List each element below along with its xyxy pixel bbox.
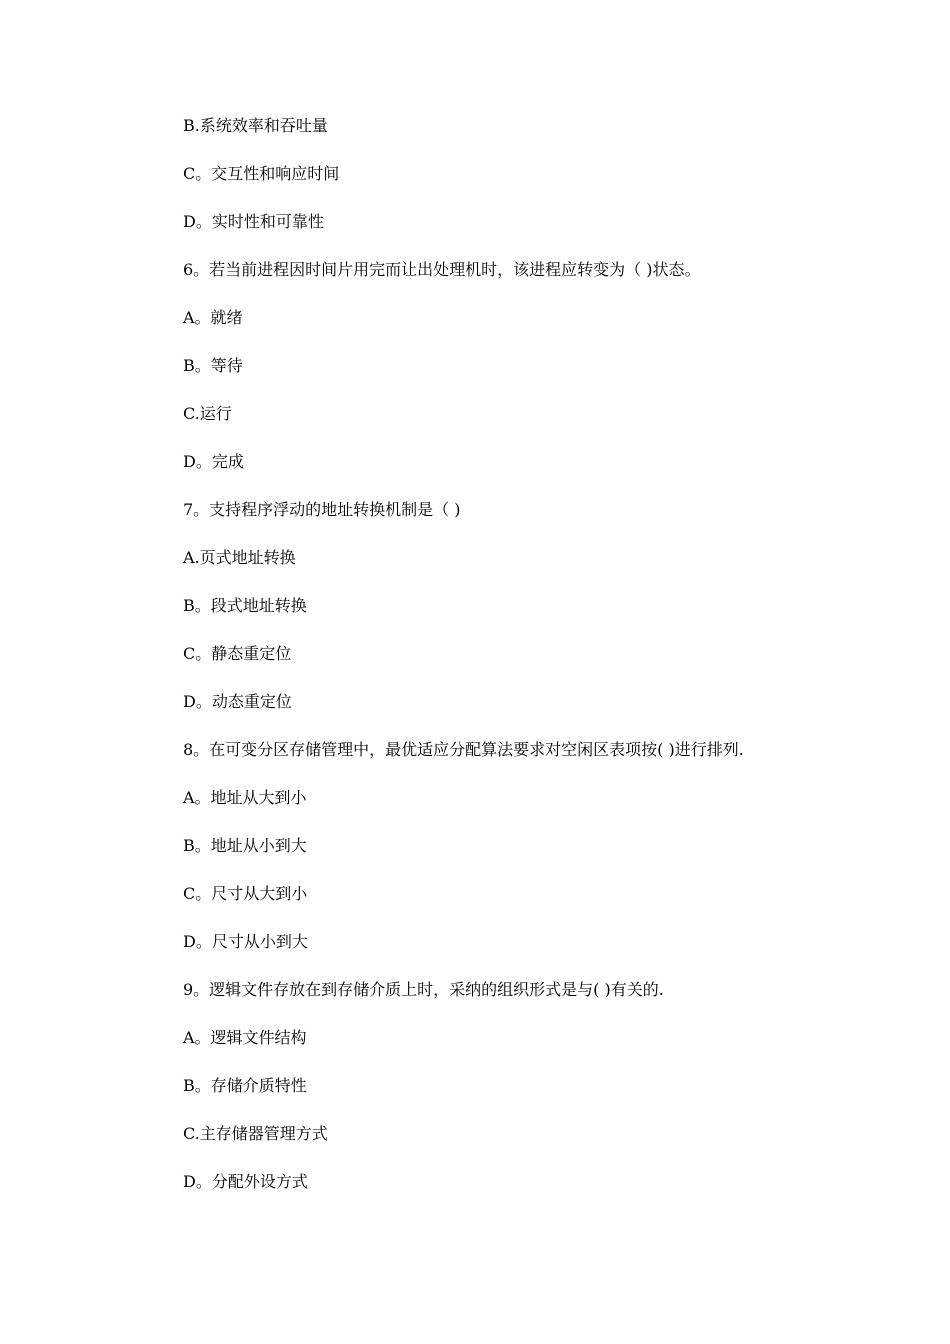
option-b-q9: B。存储介质特性 <box>183 1076 307 1095</box>
option-c-q6: C.运行 <box>183 404 232 423</box>
option-d-q6: D。完成 <box>183 452 244 471</box>
option-b-q5: B.系统效率和吞吐量 <box>183 116 328 135</box>
option-b-q6: B。等待 <box>183 356 243 375</box>
question-7: 7。支持程序浮动的地址转换机制是（ ) <box>183 500 461 519</box>
option-d-q5: D。实时性和可靠性 <box>183 212 324 231</box>
question-9: 9。逻辑文件存放在到存储介质上时，采纳的组织形式是与( )有关的. <box>183 980 664 999</box>
option-c-q9: C.主存储器管理方式 <box>183 1124 328 1143</box>
question-8: 8。在可变分区存储管理中，最优适应分配算法要求对空闲区表项按( )进行排列. <box>183 740 744 759</box>
option-d-q7: D。动态重定位 <box>183 692 292 711</box>
option-a-q9: A。逻辑文件结构 <box>183 1028 307 1047</box>
option-c-q8: C。尺寸从大到小 <box>183 884 308 903</box>
question-list <box>183 114 883 1218</box>
option-c-q5: C。交互性和响应时间 <box>183 164 340 183</box>
option-a-q8: A。地址从大到小 <box>183 788 307 807</box>
option-c-q7: C。静态重定位 <box>183 644 292 663</box>
option-d-q8: D。尺寸从小到大 <box>183 932 308 951</box>
option-b-q7: B。段式地址转换 <box>183 596 307 615</box>
option-a-q6: A。就绪 <box>183 308 243 327</box>
option-a-q7: A.页式地址转换 <box>183 548 296 567</box>
question-6: 6。若当前进程因时间片用完而让出处理机时，该进程应转变为（ )状态。 <box>183 260 701 279</box>
option-b-q8: B。地址从小到大 <box>183 836 307 855</box>
option-d-q9: D。分配外设方式 <box>183 1172 308 1191</box>
